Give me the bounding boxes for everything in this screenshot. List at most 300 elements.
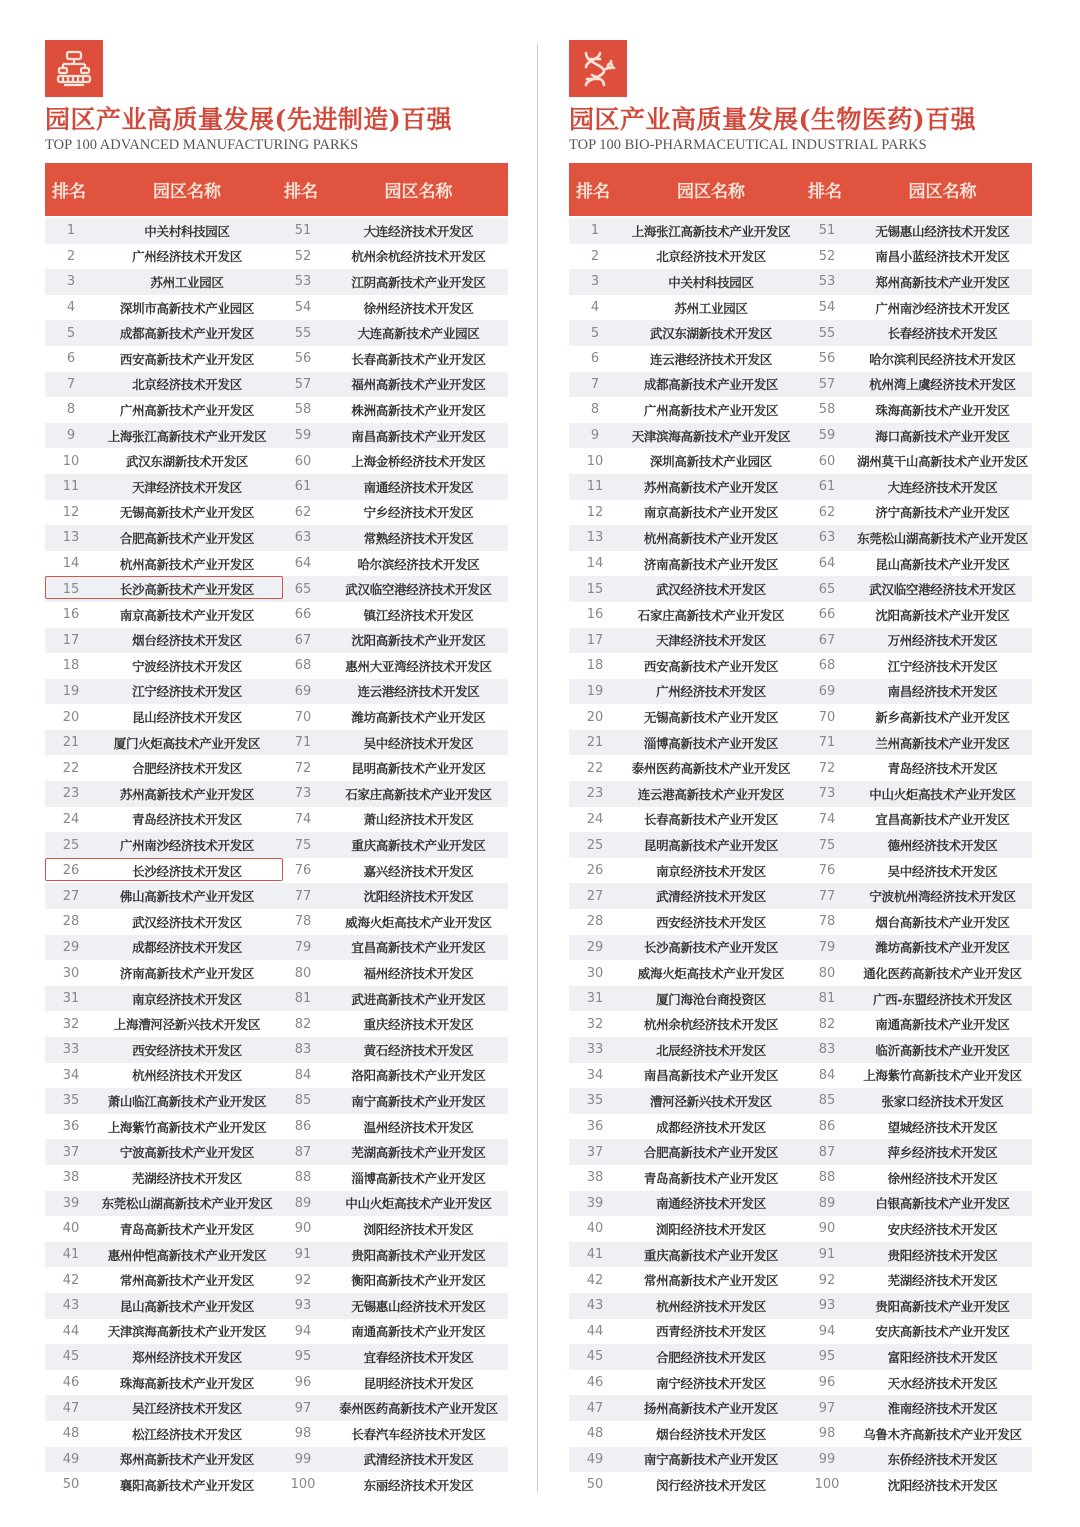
park-name: 江阴高新技术产业开发区 — [351, 274, 486, 290]
rank-number: 99 — [818, 1451, 836, 1467]
rank-number: 60 — [818, 453, 836, 469]
rank-number: 69 — [294, 683, 312, 699]
rank-number: 61 — [294, 479, 312, 495]
rank-number: 31 — [586, 991, 604, 1007]
rank-number: 10 — [586, 453, 604, 469]
rank-number: 62 — [818, 504, 836, 520]
park-name: 长沙高新技术产业开发区 — [119, 582, 255, 598]
park-name: 沈阳经济技术开发区 — [887, 1477, 998, 1493]
rank-number: 59 — [818, 428, 836, 444]
rank-number: 5 — [66, 325, 76, 341]
rank-number: 86 — [818, 1119, 836, 1135]
park-name: 东丽经济技术开发区 — [363, 1477, 474, 1493]
park-name: 杭州余杭经济技术开发区 — [643, 1017, 779, 1033]
table-row — [569, 346, 1032, 372]
park-name: 武汉经济技术开发区 — [132, 914, 242, 930]
park-name: 南通高新技术产业开发区 — [875, 1017, 1010, 1033]
rank-number: 25 — [586, 837, 604, 853]
rank-number: 89 — [818, 1195, 836, 1211]
table-row — [45, 244, 508, 270]
table-row — [569, 628, 1032, 654]
park-name: 济宁高新技术产业开发区 — [875, 505, 1010, 521]
table-row — [45, 986, 508, 1012]
park-name: 通化医药高新技术产业开发区 — [863, 966, 1022, 982]
rank-number: 12 — [586, 504, 604, 520]
rank-number: 81 — [818, 991, 836, 1007]
rank-number: 22 — [586, 760, 604, 776]
rank-number: 13 — [62, 530, 80, 546]
park-name: 泰州医药高新技术产业开发区 — [631, 761, 791, 777]
rank-number: 57 — [818, 376, 836, 392]
rank-number: 43 — [62, 1298, 80, 1314]
park-name: 烟台经济技术开发区 — [132, 633, 242, 649]
park-name: 徐州经济技术开发区 — [887, 1170, 998, 1186]
rank-number: 34 — [586, 1067, 604, 1083]
header-park-name: 园区名称 — [153, 182, 221, 202]
rank-number: 45 — [62, 1349, 80, 1365]
rank-number: 25 — [62, 837, 80, 853]
park-name: 武进高新技术产业开发区 — [351, 991, 486, 1007]
park-name: 南京高新技术产业开发区 — [643, 505, 779, 521]
park-name: 天津经济技术开发区 — [656, 633, 766, 649]
park-name: 无锡高新技术产业开发区 — [119, 505, 255, 521]
rank-number: 82 — [294, 1016, 312, 1032]
park-name: 苏州高新技术产业开发区 — [643, 479, 779, 495]
park-name: 淄博高新技术产业开发区 — [351, 1170, 486, 1186]
park-name: 南昌经济技术开发区 — [887, 684, 998, 700]
park-name: 扬州高新技术产业开发区 — [643, 1401, 779, 1417]
table-row — [569, 755, 1032, 781]
park-name: 中关村科技园区 — [668, 274, 754, 290]
park-name: 武汉经济技术开发区 — [656, 582, 766, 598]
park-name: 南昌高新技术产业开发区 — [351, 428, 486, 444]
table-row — [569, 295, 1032, 321]
park-name: 南京经济技术开发区 — [132, 991, 242, 1007]
rank-number: 55 — [818, 325, 836, 341]
rank-number: 36 — [62, 1119, 80, 1135]
park-name: 江宁经济技术开发区 — [887, 658, 998, 674]
park-name: 吴中经济技术开发区 — [363, 735, 474, 751]
rank-number: 39 — [586, 1195, 604, 1211]
rank-number: 42 — [586, 1272, 604, 1288]
table-row — [569, 883, 1032, 909]
park-name: 惠州仲恺高新技术产业开发区 — [107, 1247, 267, 1263]
park-name: 石家庄高新技术产业开发区 — [637, 607, 785, 623]
table-row — [45, 474, 508, 500]
rank-number: 35 — [586, 1093, 604, 1109]
rank-number: 28 — [586, 914, 604, 930]
park-name: 洛阳高新技术产业开发区 — [351, 1068, 486, 1084]
table-row — [45, 1319, 508, 1345]
rank-number: 77 — [818, 888, 836, 904]
rank-number: 40 — [62, 1221, 80, 1237]
park-name: 宜昌高新技术产业开发区 — [351, 940, 486, 956]
park-name: 武汉临空港经济技术开发区 — [869, 582, 1016, 598]
rank-number: 65 — [294, 581, 312, 597]
rank-number: 94 — [818, 1323, 836, 1339]
rank-number: 58 — [294, 402, 312, 418]
table-row — [45, 628, 508, 654]
table-row — [569, 1165, 1032, 1191]
ranking-table-body — [569, 218, 1032, 1498]
rank-number: 72 — [818, 760, 836, 776]
park-name: 西安经济技术开发区 — [132, 1042, 242, 1058]
rank-number: 9 — [66, 428, 76, 444]
rank-number: 54 — [818, 300, 836, 316]
park-name: 长沙高新技术产业开发区 — [643, 940, 779, 956]
rank-number: 75 — [294, 837, 312, 853]
rank-number: 4 — [66, 300, 76, 316]
rank-number: 24 — [586, 811, 604, 827]
rank-number: 42 — [62, 1272, 80, 1288]
rank-number: 73 — [818, 786, 836, 802]
rank-number: 21 — [586, 735, 604, 751]
park-name: 威海火炬高技术产业开发区 — [345, 914, 492, 930]
table-row — [45, 960, 508, 986]
table-row — [569, 1191, 1032, 1217]
rank-number: 96 — [294, 1375, 312, 1391]
park-name: 昆明经济技术开发区 — [363, 1375, 474, 1391]
rank-number: 8 — [590, 402, 600, 418]
park-name: 福州经济技术开发区 — [363, 966, 474, 982]
park-name: 闵行经济技术开发区 — [656, 1477, 766, 1493]
table-row — [45, 1088, 508, 1114]
table-row — [569, 423, 1032, 449]
park-name: 合肥经济技术开发区 — [656, 1349, 766, 1365]
rank-number: 29 — [586, 939, 604, 955]
rank-number: 63 — [818, 530, 836, 546]
table-row — [569, 1139, 1032, 1165]
park-name: 天津滨海高新技术产业开发区 — [107, 1324, 267, 1340]
park-name: 南京经济技术开发区 — [656, 863, 766, 879]
park-name: 重庆经济技术开发区 — [363, 1017, 474, 1033]
table-row — [45, 1037, 508, 1063]
park-name: 张家口经济技术开发区 — [881, 1093, 1004, 1109]
table-row — [569, 1037, 1032, 1063]
table-header — [45, 163, 508, 216]
park-name: 青岛经济技术开发区 — [887, 761, 998, 777]
rank-number: 98 — [818, 1426, 836, 1442]
table-row — [569, 858, 1032, 884]
park-name: 苏州工业园区 — [150, 274, 224, 290]
table-row — [45, 1421, 508, 1447]
park-name: 武清经济技术开发区 — [363, 1452, 474, 1468]
park-name: 福州高新技术产业开发区 — [351, 377, 486, 393]
park-name: 南昌高新技术产业开发区 — [643, 1068, 779, 1084]
park-name: 萧山经济技术开发区 — [363, 812, 474, 828]
park-name: 武清经济技术开发区 — [656, 889, 766, 905]
rank-number: 79 — [818, 939, 836, 955]
park-name: 南宁高新技术产业开发区 — [643, 1452, 779, 1468]
rank-number: 62 — [294, 504, 312, 520]
park-name: 贵阳经济技术开发区 — [887, 1247, 998, 1263]
rank-number: 81 — [294, 991, 312, 1007]
table-title: 园区产业高质量发展(生物医药)百强 — [569, 105, 977, 134]
park-name: 郑州高新技术产业开发区 — [119, 1452, 255, 1468]
rank-number: 20 — [586, 709, 604, 725]
park-name: 无锡高新技术产业开发区 — [643, 710, 779, 726]
rank-number: 8 — [66, 402, 76, 418]
park-name: 衡阳高新技术产业开发区 — [351, 1273, 486, 1289]
park-name: 万州经济技术开发区 — [887, 633, 998, 649]
rank-number: 18 — [586, 658, 604, 674]
rank-number: 22 — [62, 760, 80, 776]
table-row — [45, 1242, 508, 1268]
table-row — [569, 1242, 1032, 1268]
park-name: 淄博高新技术产业开发区 — [643, 735, 779, 751]
rank-number: 28 — [62, 914, 80, 930]
park-name: 威海火炬高技术产业开发区 — [637, 966, 785, 982]
park-name: 南通经济技术开发区 — [656, 1196, 766, 1212]
park-name: 烟台经济技术开发区 — [656, 1426, 766, 1442]
park-name: 南宁经济技术开发区 — [656, 1375, 766, 1391]
table-row — [45, 1370, 508, 1396]
park-name: 武汉东湖新技术开发区 — [125, 454, 248, 470]
rank-number: 50 — [62, 1477, 80, 1493]
park-name: 中关村科技园区 — [144, 223, 230, 239]
rank-number: 37 — [62, 1144, 80, 1160]
header-rank: 排名 — [576, 182, 610, 202]
rank-number: 57 — [294, 376, 312, 392]
rank-number: 61 — [818, 479, 836, 495]
park-name: 温州经济技术开发区 — [363, 1119, 474, 1135]
table-row — [569, 1447, 1032, 1473]
header-rank: 排名 — [808, 182, 842, 202]
rank-number: 11 — [586, 479, 604, 495]
rank-number: 4 — [590, 300, 600, 316]
park-name: 杭州经济技术开发区 — [132, 1068, 242, 1084]
rank-number: 95 — [818, 1349, 836, 1365]
rank-number: 46 — [62, 1375, 80, 1391]
table-row — [569, 397, 1032, 423]
table-row — [45, 346, 508, 372]
table-subtitle: TOP 100 BIO-PHARMACEUTICAL INDUSTRIAL PARKS — [569, 137, 927, 153]
park-name: 常州高新技术产业开发区 — [643, 1273, 779, 1289]
park-name: 南通高新技术产业开发区 — [351, 1324, 486, 1340]
rank-number: 64 — [818, 556, 836, 572]
rank-number: 95 — [294, 1349, 312, 1365]
park-name: 济南高新技术产业开发区 — [643, 556, 779, 572]
rank-number: 9 — [590, 428, 600, 444]
rank-number: 88 — [818, 1170, 836, 1186]
park-name: 连云港经济技术开发区 — [649, 351, 772, 367]
park-name: 湖州莫干山高新技术产业开发区 — [857, 454, 1028, 470]
rank-number: 92 — [818, 1272, 836, 1288]
park-name: 重庆高新技术产业开发区 — [643, 1247, 779, 1263]
park-name: 兰州高新技术产业开发区 — [875, 735, 1010, 751]
park-name: 宁波高新技术产业开发区 — [119, 1145, 255, 1161]
table-row — [45, 269, 508, 295]
rank-number: 6 — [590, 351, 600, 367]
rank-number: 60 — [294, 453, 312, 469]
rank-number: 16 — [62, 607, 80, 623]
rank-number: 94 — [294, 1323, 312, 1339]
rank-number: 93 — [294, 1298, 312, 1314]
park-name: 连云港高新技术产业开发区 — [637, 786, 785, 802]
park-name: 昆山经济技术开发区 — [132, 710, 242, 726]
park-name: 上海张江高新技术产业开发区 — [107, 428, 267, 444]
rank-number: 87 — [294, 1144, 312, 1160]
park-name: 江宁经济技术开发区 — [132, 684, 242, 700]
rank-number: 32 — [62, 1016, 80, 1032]
rank-number: 55 — [294, 325, 312, 341]
rank-number: 21 — [62, 735, 80, 751]
park-name: 郑州经济技术开发区 — [132, 1349, 242, 1365]
park-name: 长春经济技术开发区 — [887, 326, 998, 342]
rank-number: 47 — [62, 1400, 80, 1416]
rank-number: 56 — [294, 351, 312, 367]
table-row — [569, 320, 1032, 346]
factory-network-icon — [45, 40, 103, 97]
rank-number: 40 — [586, 1221, 604, 1237]
rank-number: 90 — [294, 1221, 312, 1237]
rank-number: 87 — [818, 1144, 836, 1160]
park-name: 泰州医药高新技术产业开发区 — [339, 1401, 498, 1417]
park-name: 上海漕河泾新兴技术开发区 — [113, 1017, 261, 1033]
table-row — [569, 1395, 1032, 1421]
table-row — [45, 372, 508, 398]
park-name: 杭州湾上虞经济技术开发区 — [869, 377, 1016, 393]
rank-number: 24 — [62, 811, 80, 827]
park-name: 惠州大亚湾经济技术开发区 — [345, 658, 492, 674]
table-row — [569, 1114, 1032, 1140]
rank-number: 15 — [62, 581, 80, 597]
table-row — [569, 1088, 1032, 1114]
rank-number: 68 — [818, 658, 836, 674]
rank-number: 100 — [814, 1477, 840, 1493]
rank-number: 52 — [818, 248, 836, 264]
park-name: 武汉东湖新技术开发区 — [649, 326, 772, 342]
table-row — [569, 1293, 1032, 1319]
table-row — [45, 218, 508, 244]
table-row — [45, 423, 508, 449]
park-name: 芜湖高新技术产业开发区 — [351, 1145, 486, 1161]
rank-number: 32 — [586, 1016, 604, 1032]
table-row — [45, 602, 508, 628]
park-name: 东侨经济技术开发区 — [887, 1452, 998, 1468]
table-row — [569, 1319, 1032, 1345]
park-name: 天津经济技术开发区 — [132, 479, 242, 495]
park-name: 德州经济技术开发区 — [887, 838, 998, 854]
park-name: 贵阳高新技术产业开发区 — [875, 1298, 1010, 1314]
park-name: 吴江经济技术开发区 — [132, 1401, 242, 1417]
park-name: 富阳经济技术开发区 — [887, 1349, 998, 1365]
table-row — [45, 1447, 508, 1473]
table-row — [569, 551, 1032, 577]
park-name: 合肥高新技术产业开发区 — [119, 530, 255, 546]
rank-number: 91 — [294, 1247, 312, 1263]
park-name: 珠海高新技术产业开发区 — [875, 402, 1010, 418]
park-name: 中山火炬高技术产业开发区 — [869, 786, 1016, 802]
park-name: 昆山高新技术产业开发区 — [875, 556, 1010, 572]
park-name: 烟台高新技术产业开发区 — [875, 914, 1010, 930]
rank-number: 100 — [290, 1477, 316, 1493]
park-name: 吴中经济技术开发区 — [887, 863, 998, 879]
park-name: 南宁高新技术产业开发区 — [351, 1093, 486, 1109]
rank-number: 68 — [294, 658, 312, 674]
table-row — [45, 500, 508, 526]
park-name: 哈尔滨经济技术开发区 — [357, 556, 480, 572]
table-row — [569, 244, 1032, 270]
park-name: 沈阳高新技术产业开发区 — [351, 633, 486, 649]
rank-number: 77 — [294, 888, 312, 904]
table-row — [569, 1063, 1032, 1089]
park-name: 青岛高新技术产业开发区 — [119, 1221, 255, 1237]
park-name: 无锡惠山经济技术开发区 — [875, 223, 1010, 239]
header-rank: 排名 — [52, 182, 86, 202]
table-row — [569, 474, 1032, 500]
table-row — [45, 781, 508, 807]
park-name: 厦门火炬高技术产业开发区 — [113, 735, 261, 751]
rank-number: 59 — [294, 428, 312, 444]
rank-number: 54 — [294, 300, 312, 316]
rank-number: 71 — [294, 735, 312, 751]
park-name: 无锡惠山经济技术开发区 — [351, 1298, 486, 1314]
header-rank: 排名 — [284, 182, 318, 202]
park-name: 合肥经济技术开发区 — [132, 761, 242, 777]
park-name: 宁乡经济技术开发区 — [363, 505, 474, 521]
park-name: 大连经济技术开发区 — [887, 479, 998, 495]
table-row — [45, 1267, 508, 1293]
rank-number: 39 — [62, 1195, 80, 1211]
park-name: 潍坊高新技术产业开发区 — [875, 940, 1010, 956]
park-name: 杭州余杭经济技术开发区 — [351, 249, 486, 265]
rank-number: 1 — [66, 223, 76, 239]
table-row — [45, 1395, 508, 1421]
rank-number: 30 — [62, 965, 80, 981]
park-name: 成都高新技术产业开发区 — [119, 326, 255, 342]
rank-number: 41 — [586, 1247, 604, 1263]
rank-number: 7 — [590, 376, 600, 392]
table-row — [569, 679, 1032, 705]
rank-number: 36 — [586, 1119, 604, 1135]
rank-number: 66 — [818, 607, 836, 623]
rank-number: 10 — [62, 453, 80, 469]
rank-number: 66 — [294, 607, 312, 623]
table-row — [45, 320, 508, 346]
park-name: 长春汽车经济技术开发区 — [351, 1426, 486, 1442]
rank-number: 43 — [586, 1298, 604, 1314]
rank-number: 78 — [294, 914, 312, 930]
rank-number: 53 — [294, 274, 312, 290]
rank-number: 51 — [818, 223, 836, 239]
park-name: 深圳高新技术产业园区 — [649, 454, 772, 470]
park-name: 安庆高新技术产业开发区 — [875, 1324, 1010, 1340]
park-name: 昆山高新技术产业开发区 — [119, 1298, 255, 1314]
park-name: 广州经济技术开发区 — [132, 249, 242, 265]
park-name: 新乡高新技术产业开发区 — [875, 710, 1010, 726]
rank-number: 33 — [586, 1042, 604, 1058]
table-row — [569, 909, 1032, 935]
park-name: 乌鲁木齐高新技术产业开发区 — [863, 1426, 1022, 1442]
park-name: 石家庄高新技术产业开发区 — [345, 786, 492, 802]
table-row — [45, 1165, 508, 1191]
rank-number: 14 — [586, 556, 604, 572]
park-name: 宜昌高新技术产业开发区 — [875, 812, 1010, 828]
table-row — [45, 730, 508, 756]
rank-number: 70 — [294, 709, 312, 725]
rank-number: 85 — [294, 1093, 312, 1109]
table-row — [569, 1216, 1032, 1242]
table-row — [569, 807, 1032, 833]
park-name: 苏州高新技术产业开发区 — [119, 786, 255, 802]
table-row — [45, 909, 508, 935]
park-name: 南通经济技术开发区 — [363, 479, 474, 495]
table-row — [45, 1063, 508, 1089]
rank-number: 51 — [294, 223, 312, 239]
park-name: 昆明高新技术产业开发区 — [351, 761, 486, 777]
rank-number: 65 — [818, 581, 836, 597]
